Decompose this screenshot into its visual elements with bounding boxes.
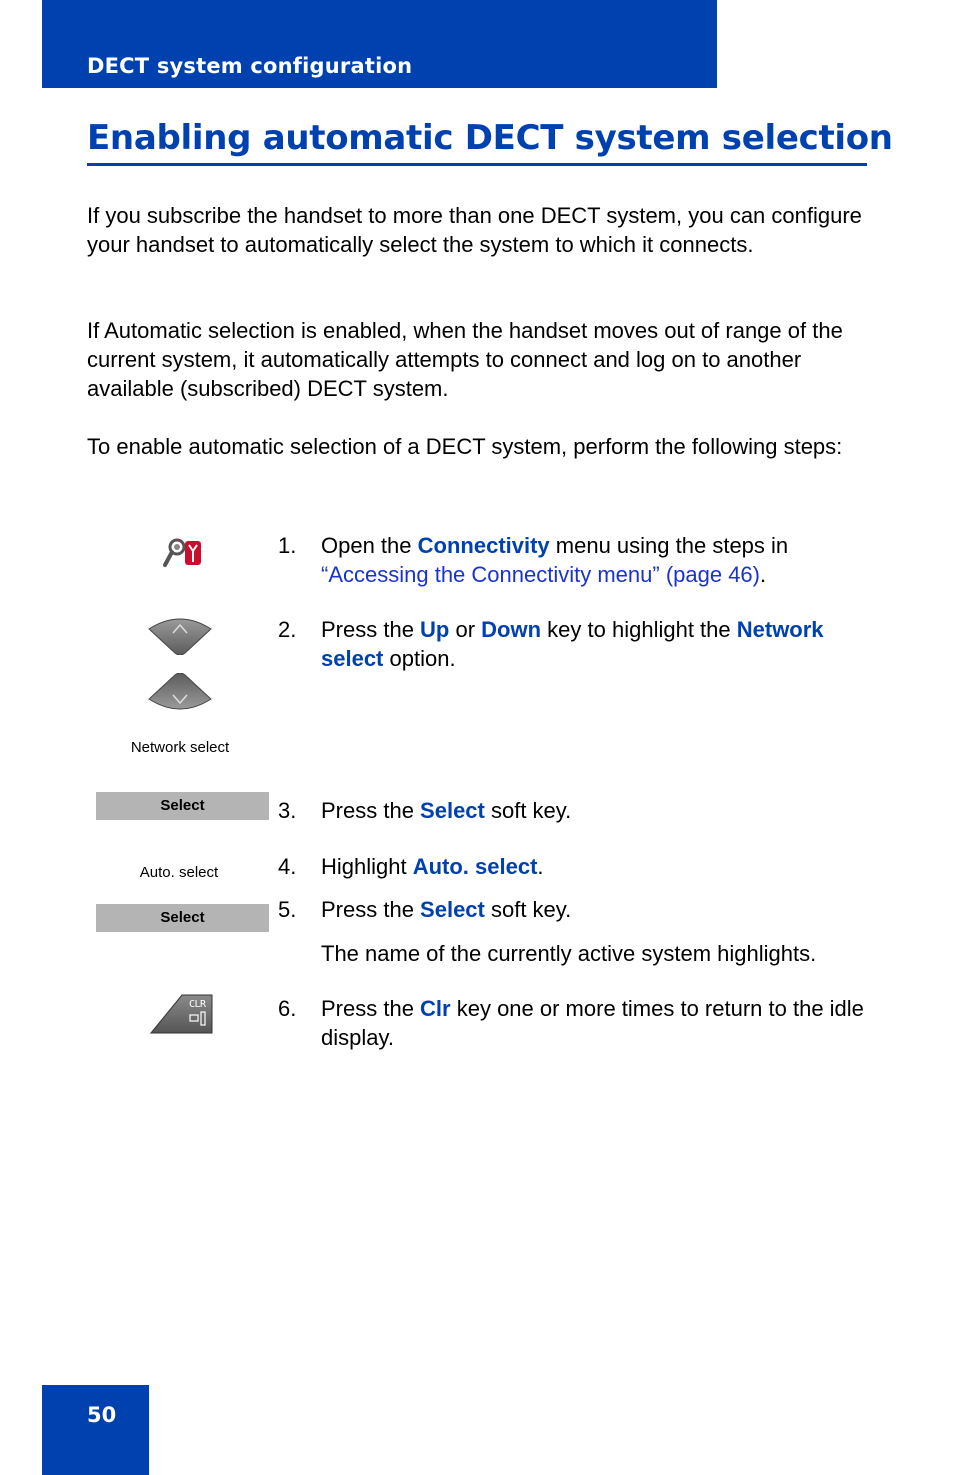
select-keyword: Select [420,897,485,922]
select-softkey-2: Select [96,904,269,932]
page-title: Enabling automatic DECT system selection [87,118,893,158]
step-4-number: 4. [278,854,297,879]
step-1-text: Open the Connectivity menu using the steps in “Accessing the Connectivity menu” (page 46). [321,533,789,587]
down-keyword: Down [481,617,542,642]
network-select-keyword: Network select [321,617,824,671]
step-2-text: Press the Up or Down key to highlight the Network select option. [321,617,824,671]
clr-key-icon [150,993,214,1035]
display-auto-select: Auto. select [139,864,219,881]
step-5-number: 5. [278,897,297,922]
clr-key-label: CLR [189,999,206,1010]
connectivity-icon [163,535,203,569]
step-6-number: 6. [278,996,297,1021]
connectivity-keyword: Connectivity [417,533,550,558]
select-softkey-1: Select [96,792,269,820]
intro-paragraph-1: If you subscribe the handset to more than one DECT system, you can configure your handset to automatically select the system to which it connects. [87,203,862,257]
page-number-box [42,1385,149,1475]
title-rule [87,163,867,166]
step-4-text: Highlight Auto. select. [321,854,544,879]
step-2-number: 2. [278,617,297,642]
select-keyword: Select [420,798,485,823]
step-3-number: 3. [278,798,297,823]
nav-down-key-icon [147,673,213,713]
auto-select-keyword: Auto. select [412,854,538,879]
step-1-number: 1. [278,533,297,558]
up-keyword: Up [420,617,450,642]
step-3-text: Press the Select soft key. [321,798,572,823]
step-6-text: Press the Clr key one or more times to return to the idle display. [321,996,864,1050]
section-title: DECT system configuration [87,54,413,78]
step-5-text: Press the Select soft key. [321,897,572,922]
page-number: 50 [87,1403,117,1427]
clr-keyword: Clr [420,996,451,1021]
intro-paragraph-3: To enable automatic selection of a DECT system, perform the following steps: [87,434,843,459]
accessing-connectivity-link[interactable]: “Accessing the Connectivity menu” (page 46) [321,562,760,587]
display-network-select: Network select [130,739,230,756]
intro-paragraph-2: If Automatic selection is enabled, when the handset moves out of range of the current system, it automatically attempts to connect and log on to another available (subscribed) DECT system. [87,318,843,401]
header-bar [42,0,717,88]
step-5-note: The name of the currently active system highlights. [321,941,817,966]
nav-up-key-icon [147,615,213,655]
